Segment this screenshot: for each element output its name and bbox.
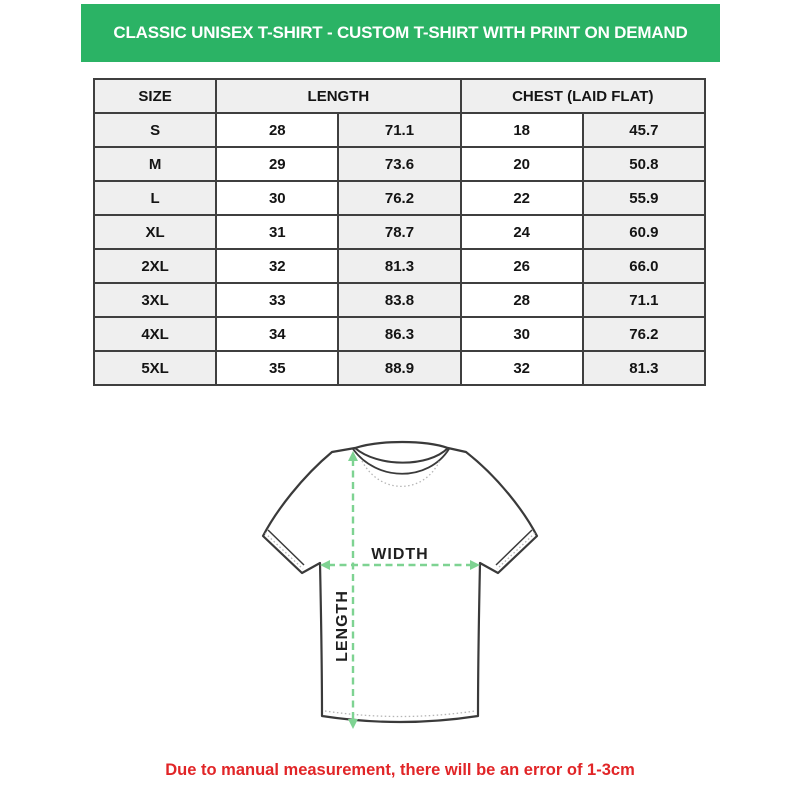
- size-cell: 5XL: [94, 351, 216, 385]
- size-cell: 2XL: [94, 249, 216, 283]
- chest-cm-cell: 81.3: [583, 351, 705, 385]
- table-row: [94, 181, 705, 215]
- length-cm-cell: 86.3: [338, 317, 460, 351]
- chest-in-cell: 24: [461, 215, 583, 249]
- size-cell: 3XL: [94, 283, 216, 317]
- size-cell: S: [94, 113, 216, 147]
- chest-cm-cell: 71.1: [583, 283, 705, 317]
- length-in-cell: 34: [216, 317, 338, 351]
- size-cell: 4XL: [94, 317, 216, 351]
- header-row: [94, 79, 705, 113]
- size-cell: L: [94, 181, 216, 215]
- length-cm-cell: 76.2: [338, 181, 460, 215]
- length-in-cell: 28: [216, 113, 338, 147]
- length-label: LENGTH: [334, 590, 351, 662]
- chest-in-cell: 30: [461, 317, 583, 351]
- tshirt-measurement-diagram: [240, 433, 560, 763]
- chest-cm-cell: 55.9: [583, 181, 705, 215]
- chest-in-cell: 22: [461, 181, 583, 215]
- length-cm-cell: 71.1: [338, 113, 460, 147]
- table-row: [94, 147, 705, 181]
- length-cm-cell: 81.3: [338, 249, 460, 283]
- size-chart-table: [93, 78, 706, 386]
- chest-in-cell: 28: [461, 283, 583, 317]
- length-cm-cell: 88.9: [338, 351, 460, 385]
- table-row: [94, 317, 705, 351]
- length-arrowhead-bottom: [348, 719, 358, 729]
- table-row: [94, 215, 705, 249]
- chest-cm-cell: 50.8: [583, 147, 705, 181]
- length-in-cell: 33: [216, 283, 338, 317]
- tshirt-outline: [263, 442, 537, 722]
- chest-cm-cell: 66.0: [583, 249, 705, 283]
- chest-in-cell: 20: [461, 147, 583, 181]
- table-row: [94, 113, 705, 147]
- chest-in-cell: 32: [461, 351, 583, 385]
- chest-cm-cell: 45.7: [583, 113, 705, 147]
- col-header-length: LENGTH: [216, 79, 460, 113]
- chest-in-cell: 18: [461, 113, 583, 147]
- length-cm-cell: 73.6: [338, 147, 460, 181]
- product-title-banner: [81, 4, 720, 62]
- chest-cm-cell: 76.2: [583, 317, 705, 351]
- col-header-size: SIZE: [94, 79, 216, 113]
- width-label: WIDTH: [371, 546, 429, 563]
- size-cell: M: [94, 147, 216, 181]
- length-in-cell: 31: [216, 215, 338, 249]
- table-row: [94, 351, 705, 385]
- table-row: [94, 283, 705, 317]
- length-cm-cell: 78.7: [338, 215, 460, 249]
- length-cm-cell: 83.8: [338, 283, 460, 317]
- chest-in-cell: 26: [461, 249, 583, 283]
- length-in-cell: 30: [216, 181, 338, 215]
- size-cell: XL: [94, 215, 216, 249]
- chest-cm-cell: 60.9: [583, 215, 705, 249]
- measurement-note: Due to manual measurement, there will be an error of 1-3cm: [165, 761, 635, 779]
- table-row: [94, 249, 705, 283]
- length-in-cell: 29: [216, 147, 338, 181]
- length-in-cell: 35: [216, 351, 338, 385]
- page-title: CLASSIC UNISEX T-SHIRT - CUSTOM T-SHIRT WITH PRINT ON DEMAND: [113, 23, 688, 42]
- length-in-cell: 32: [216, 249, 338, 283]
- col-header-chest: CHEST (LAID FLAT): [461, 79, 705, 113]
